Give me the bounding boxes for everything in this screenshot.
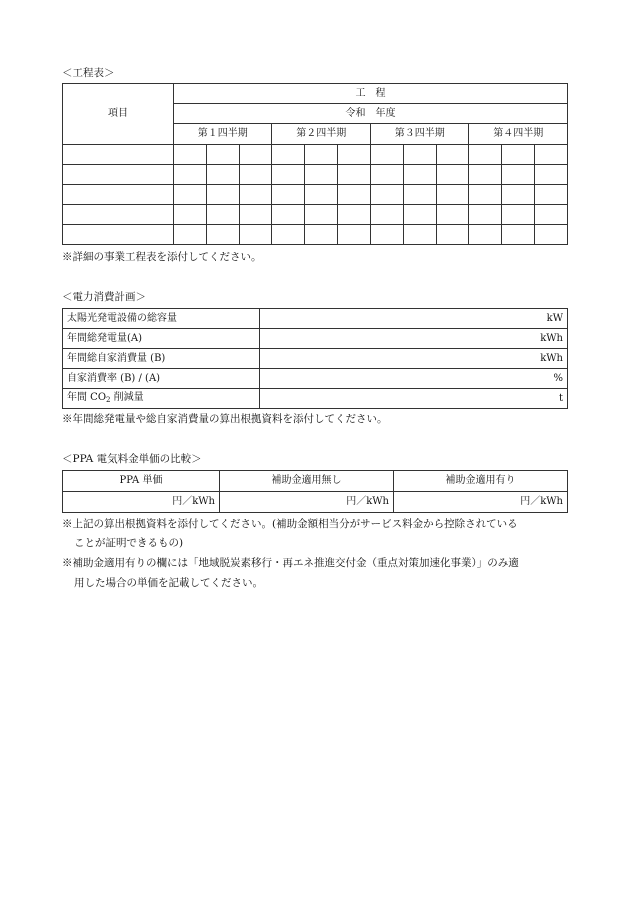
schedule-period-cell[interactable] — [174, 205, 207, 225]
schedule-period-cell[interactable] — [469, 225, 502, 245]
schedule-title: ＜工程表＞ — [62, 67, 115, 79]
quarter-4-header: 第４四半期 — [469, 124, 568, 145]
schedule-period-cell[interactable] — [239, 145, 272, 165]
power-row-label: 年間総自家消費量 (B) — [63, 349, 260, 369]
era-header: 令和 年度 — [174, 104, 568, 124]
schedule-period-cell[interactable] — [403, 205, 436, 225]
no-subsidy-header: 補助金適用無し — [220, 471, 394, 492]
schedule-period-cell[interactable] — [338, 225, 371, 245]
power-value-cell[interactable] — [260, 349, 568, 369]
power-value-cell[interactable] — [260, 369, 568, 389]
power-row — [63, 389, 568, 409]
unit-label: 円／kWh — [520, 496, 563, 507]
unit-label: t — [558, 392, 563, 404]
schedule-table — [62, 83, 568, 245]
schedule-period-cell[interactable] — [535, 225, 568, 245]
schedule-row — [63, 145, 568, 165]
co2-label-suffix: 削減量 — [110, 391, 144, 403]
schedule-period-cell[interactable] — [403, 165, 436, 185]
ppa-note-1-line-1: ※上記の算出根拠資料を添付してください。(補助金額相当分がサービス料金から控除されている — [62, 518, 518, 530]
power-row — [63, 369, 568, 389]
schedule-period-cell[interactable] — [403, 185, 436, 205]
schedule-period-cell[interactable] — [535, 165, 568, 185]
unit-label: 円／kWh — [346, 496, 389, 507]
quarter-1-header: 第１四半期 — [174, 124, 272, 145]
ppa-value-cell[interactable] — [63, 492, 220, 513]
schedule-period-cell[interactable] — [469, 185, 502, 205]
schedule-period-cell[interactable] — [239, 165, 272, 185]
schedule-period-cell[interactable] — [502, 205, 535, 225]
schedule-note: ※詳細の事業工程表を添付してください。 — [62, 251, 262, 263]
schedule-period-cell[interactable] — [436, 165, 469, 185]
power-title: ＜電力消費計画＞ — [62, 291, 146, 303]
schedule-item-cell[interactable] — [63, 205, 174, 225]
power-note: ※年間総発電量や総自家消費量の算出根拠資料を添付してください。 — [62, 413, 388, 425]
power-row — [63, 309, 568, 329]
schedule-item-cell[interactable] — [63, 165, 174, 185]
co2-subscript: 2 — [106, 395, 111, 404]
ppa-note-2-line-1: ※補助金適用有りの欄には「地域脱炭素移行・再エネ推進交付金（重点対策加速化事業）」のみ適 — [62, 557, 519, 569]
schedule-row — [63, 185, 568, 205]
ppa-title: ＜PPA 電気料金単価の比較＞ — [62, 453, 202, 465]
schedule-period-cell[interactable] — [469, 165, 502, 185]
schedule-period-cell[interactable] — [239, 205, 272, 225]
schedule-period-cell[interactable] — [436, 205, 469, 225]
ppa-note-2-line-2: 用した場合の単価を記載してください。 — [74, 577, 263, 589]
item-header: 項目 — [63, 84, 174, 145]
schedule-period-cell[interactable] — [436, 185, 469, 205]
schedule-period-cell[interactable] — [535, 185, 568, 205]
unit-label: kW — [546, 312, 563, 324]
schedule-period-cell[interactable] — [502, 225, 535, 245]
schedule-period-cell[interactable] — [305, 185, 338, 205]
power-value-cell[interactable] — [260, 309, 568, 329]
schedule-period-cell[interactable] — [436, 225, 469, 245]
schedule-period-cell[interactable] — [338, 205, 371, 225]
schedule-period-cell[interactable] — [535, 145, 568, 165]
schedule-period-cell[interactable] — [272, 145, 305, 165]
schedule-period-cell[interactable] — [502, 145, 535, 165]
power-table — [62, 308, 568, 409]
unit-label: kWh — [540, 352, 563, 364]
schedule-period-cell[interactable] — [206, 145, 239, 165]
with-subsidy-header: 補助金適用有り — [394, 471, 568, 492]
power-row — [63, 349, 568, 369]
schedule-period-cell[interactable] — [436, 145, 469, 165]
schedule-period-cell[interactable] — [535, 205, 568, 225]
schedule-period-cell[interactable] — [502, 165, 535, 185]
schedule-item-cell[interactable] — [63, 225, 174, 245]
schedule-period-cell[interactable] — [305, 225, 338, 245]
with-subsidy-value-cell[interactable] — [394, 492, 568, 513]
power-row-label — [63, 389, 260, 409]
process-header: 工 程 — [174, 84, 568, 104]
power-value-cell[interactable] — [260, 329, 568, 349]
ppa-header: PPA 単価 — [63, 471, 220, 492]
schedule-item-cell[interactable] — [63, 185, 174, 205]
schedule-period-cell[interactable] — [403, 145, 436, 165]
schedule-period-cell[interactable] — [338, 165, 371, 185]
schedule-period-cell[interactable] — [174, 145, 207, 165]
schedule-period-cell[interactable] — [206, 205, 239, 225]
schedule-period-cell[interactable] — [239, 225, 272, 245]
power-row — [63, 329, 568, 349]
schedule-period-cell[interactable] — [370, 205, 403, 225]
no-subsidy-value-cell[interactable] — [220, 492, 394, 513]
quarter-3-header: 第３四半期 — [370, 124, 468, 145]
schedule-period-cell[interactable] — [239, 185, 272, 205]
schedule-period-cell[interactable] — [272, 225, 305, 245]
schedule-period-cell[interactable] — [403, 225, 436, 245]
schedule-period-cell[interactable] — [370, 165, 403, 185]
power-row-label: 自家消費率 (B) / (A) — [63, 369, 260, 389]
power-row-label: 年間総発電量(A) — [63, 329, 260, 349]
quarter-2-header: 第２四半期 — [272, 124, 370, 145]
power-value-cell[interactable] — [260, 389, 568, 409]
schedule-period-cell[interactable] — [502, 185, 535, 205]
schedule-period-cell[interactable] — [174, 185, 207, 205]
schedule-period-cell[interactable] — [272, 205, 305, 225]
schedule-item-cell[interactable] — [63, 145, 174, 165]
schedule-row — [63, 165, 568, 185]
schedule-period-cell[interactable] — [305, 165, 338, 185]
schedule-period-cell[interactable] — [206, 185, 239, 205]
schedule-period-cell[interactable] — [338, 145, 371, 165]
schedule-period-cell[interactable] — [272, 165, 305, 185]
schedule-row — [63, 225, 568, 245]
schedule-period-cell[interactable] — [206, 225, 239, 245]
power-row-label: 太陽光発電設備の総容量 — [63, 309, 260, 329]
unit-label: kWh — [540, 332, 563, 344]
ppa-table — [62, 470, 568, 513]
ppa-note-1-line-2: ことが証明できるもの) — [74, 537, 184, 549]
schedule-period-cell[interactable] — [338, 185, 371, 205]
unit-label: 円／kWh — [172, 496, 215, 507]
schedule-period-cell[interactable] — [174, 225, 207, 245]
schedule-period-cell[interactable] — [305, 205, 338, 225]
schedule-period-cell[interactable] — [206, 165, 239, 185]
schedule-period-cell[interactable] — [370, 145, 403, 165]
unit-label: % — [553, 372, 563, 384]
schedule-period-cell[interactable] — [305, 145, 338, 165]
co2-label-prefix: 年間 CO — [67, 391, 107, 403]
schedule-row — [63, 205, 568, 225]
schedule-period-cell[interactable] — [469, 145, 502, 165]
schedule-period-cell[interactable] — [174, 165, 207, 185]
schedule-period-cell[interactable] — [469, 205, 502, 225]
schedule-period-cell[interactable] — [272, 185, 305, 205]
schedule-period-cell[interactable] — [370, 185, 403, 205]
schedule-period-cell[interactable] — [370, 225, 403, 245]
